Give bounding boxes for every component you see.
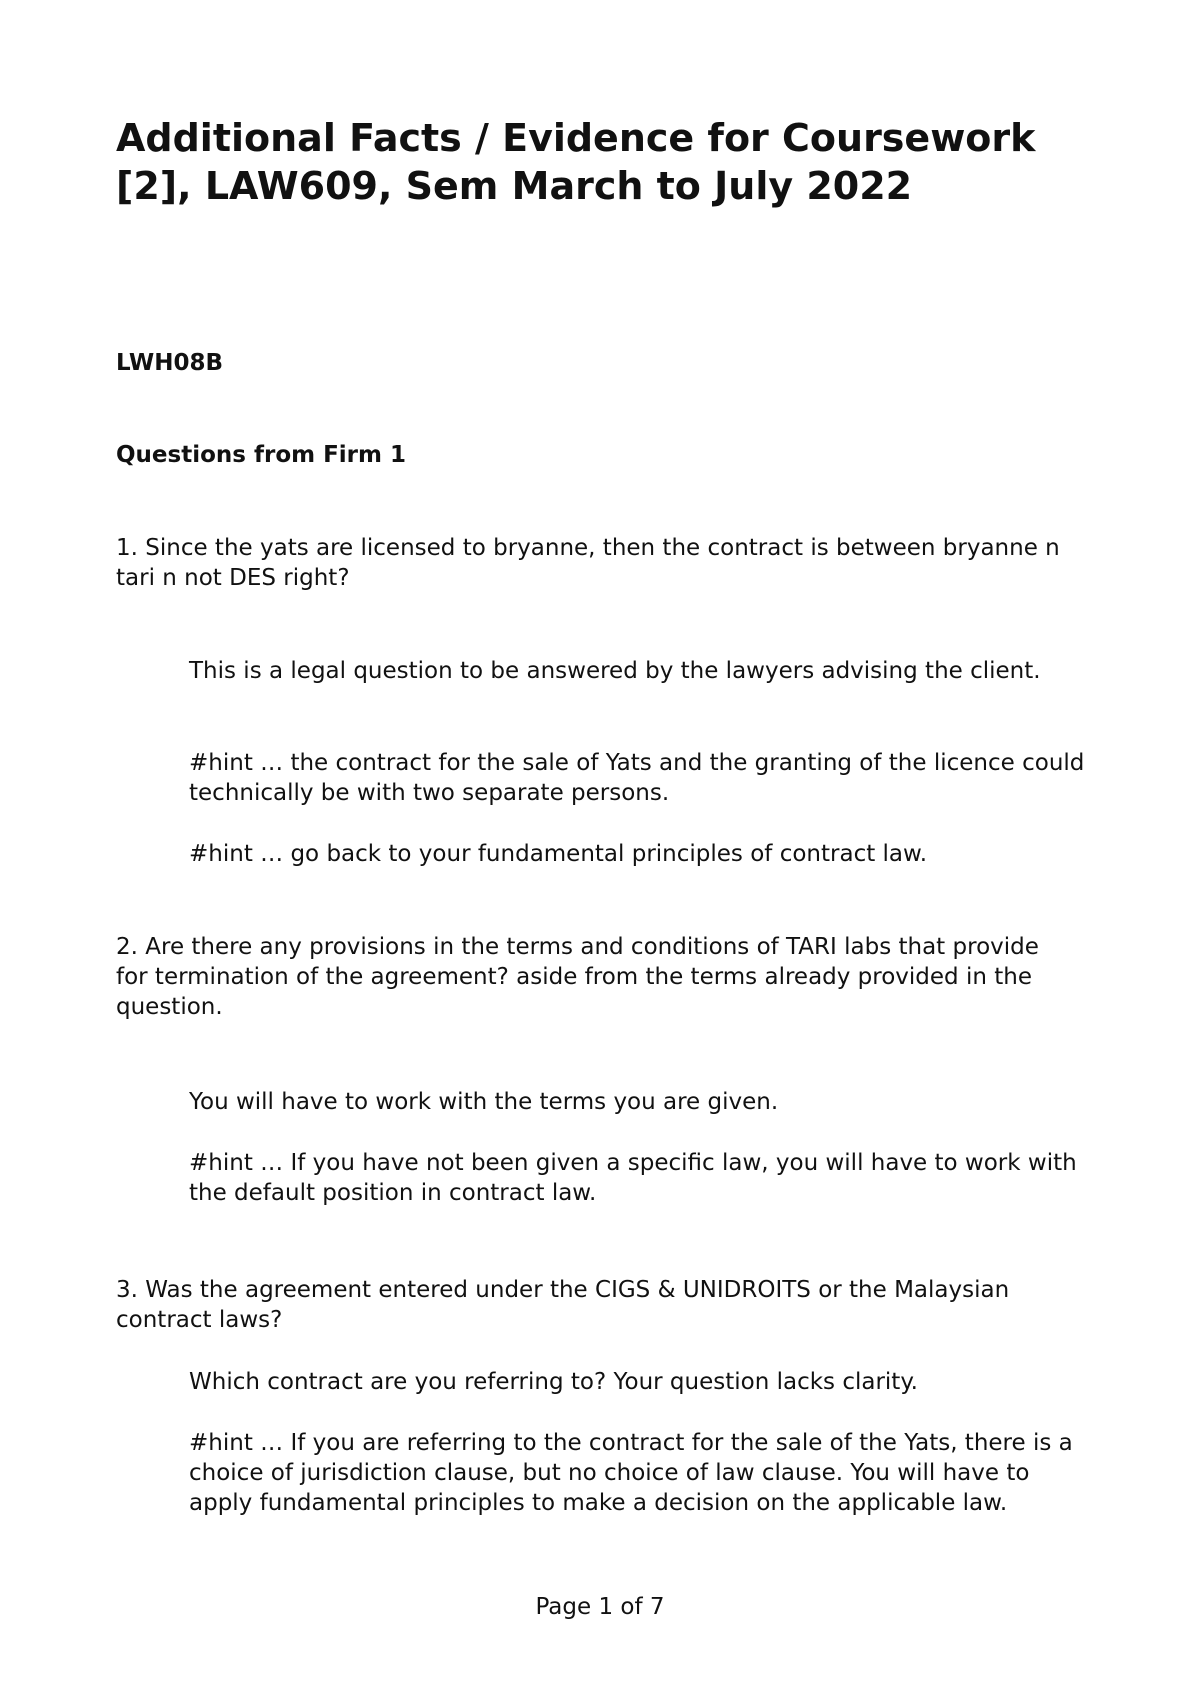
answer-1-1: This is a legal question to be answered by the lawyers advising the client.	[189, 658, 1041, 684]
answer-3-1: Which contract are you referring to? Your question lacks clarity.	[189, 1369, 918, 1395]
question-1: 1. Since the yats are licensed to bryanne, then the contract is between bryanne n tari n not DES right?	[116, 535, 1060, 591]
document-title: Additional Facts / Evidence for Coursework [2], LAW609, Sem March to July 2022	[116, 116, 1036, 208]
answer-2-1: You will have to work with the terms you are given.	[189, 1089, 779, 1115]
answer-1-2: #hint … the contract for the sale of Yats and the granting of the licence could technically be with two separate persons.	[189, 750, 1085, 806]
section-heading: Questions from Firm 1	[116, 442, 407, 468]
page-number-footer: Page 1 of 7	[535, 1594, 665, 1620]
question-2: 2. Are there any provisions in the terms and conditions of TARI labs that provide for termination of the agreement? aside from the terms already provided in the question.	[116, 934, 1039, 1020]
answer-2-2: #hint … If you have not been given a specific law, you will have to work with the default position in contract law.	[189, 1150, 1077, 1206]
question-3: 3. Was the agreement entered under the CIGS & UNIDROITS or the Malaysian contract laws?	[116, 1277, 1010, 1333]
answer-3-2: #hint … If you are referring to the contract for the sale of the Yats, there is a choice of jurisdiction clause, but no choice of law clause. You will have to apply fundamental principles to make a decision on the applicable law.	[189, 1430, 1073, 1516]
group-code: LWH08B	[116, 350, 224, 376]
answer-1-3: #hint … go back to your fundamental principles of contract law.	[189, 841, 928, 867]
